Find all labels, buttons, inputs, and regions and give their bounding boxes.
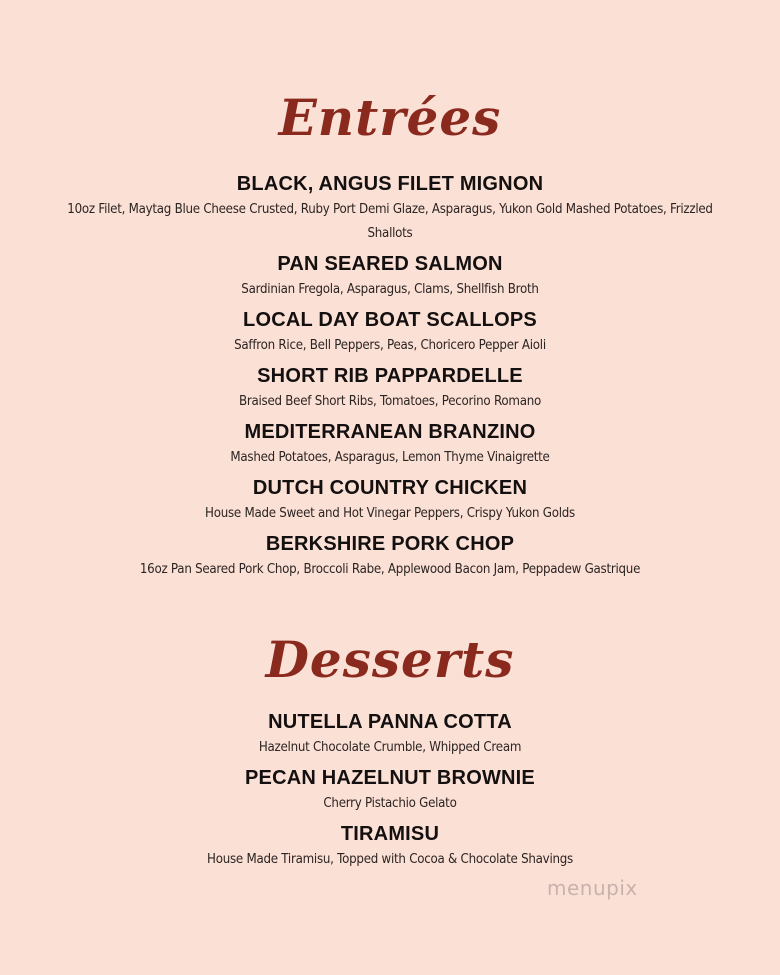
- menu-item-pappardelle: [40, 363, 740, 413]
- item-description: Saffron Rice, Bell Peppers, Peas, Choricero Pepper Aioli: [234, 337, 546, 353]
- item-name: BLACK, ANGUS FILET MIGNON: [236, 173, 544, 195]
- item-name: PAN SEARED SALMON: [277, 253, 503, 275]
- item-name: SHORT RIB PAPPARDELLE: [257, 365, 523, 387]
- item-description: Hazelnut Chocolate Crumble, Whipped Cream: [258, 739, 522, 755]
- menu-item-salmon: [40, 251, 740, 301]
- entrees-list: [40, 171, 740, 581]
- menu-item-chicken: [40, 475, 740, 525]
- menu-item-tiramisu: [40, 821, 740, 871]
- item-name: MEDITERRANEAN BRANZINO: [244, 421, 536, 443]
- item-name: DUTCH COUNTRY CHICKEN: [252, 477, 528, 499]
- item-description: House Made Sweet and Hot Vinegar Peppers, Crispy Yukon Golds: [205, 505, 575, 521]
- menu-item-panna-cotta: [40, 709, 740, 759]
- item-description: Braised Beef Short Ribs, Tomatoes, Pecorino Romano: [238, 393, 542, 409]
- desserts-list: [40, 709, 740, 871]
- item-description: Mashed Potatoes, Asparagus, Lemon Thyme Vinaigrette: [230, 449, 550, 465]
- menupix-watermark: menupix: [547, 876, 638, 900]
- item-name: TIRAMISU: [340, 823, 440, 845]
- item-description: 10oz Filet, Maytag Blue Cheese Crusted, Ruby Port Demi Glaze, Asparagus, Yukon Gold Mashed Potatoes, Frizzled Shallots: [67, 201, 713, 241]
- menu-item-pork-chop: [40, 531, 740, 581]
- desserts-heading: Desserts: [265, 630, 515, 689]
- item-name: LOCAL DAY BOAT SCALLOPS: [243, 309, 537, 331]
- menu-item-brownie: [40, 765, 740, 815]
- menu-item-scallops: [40, 307, 740, 357]
- item-name: BERKSHIRE PORK CHOP: [265, 533, 515, 555]
- entrees-heading: Entrées: [278, 88, 502, 147]
- item-name: NUTELLA PANNA COTTA: [268, 711, 512, 733]
- item-description: 16oz Pan Seared Pork Chop, Broccoli Rabe, Applewood Bacon Jam, Peppadew Gastrique: [139, 561, 641, 577]
- item-description: House Made Tiramisu, Topped with Cocoa & Chocolate Shavings: [207, 851, 573, 867]
- item-description: Cherry Pistachio Gelato: [323, 795, 457, 811]
- item-description: Sardinian Fregola, Asparagus, Clams, Shellfish Broth: [241, 281, 539, 297]
- menu-item-branzino: [40, 419, 740, 469]
- item-name: PECAN HAZELNUT BROWNIE: [245, 767, 535, 789]
- menu-item-filet-mignon: [40, 171, 740, 245]
